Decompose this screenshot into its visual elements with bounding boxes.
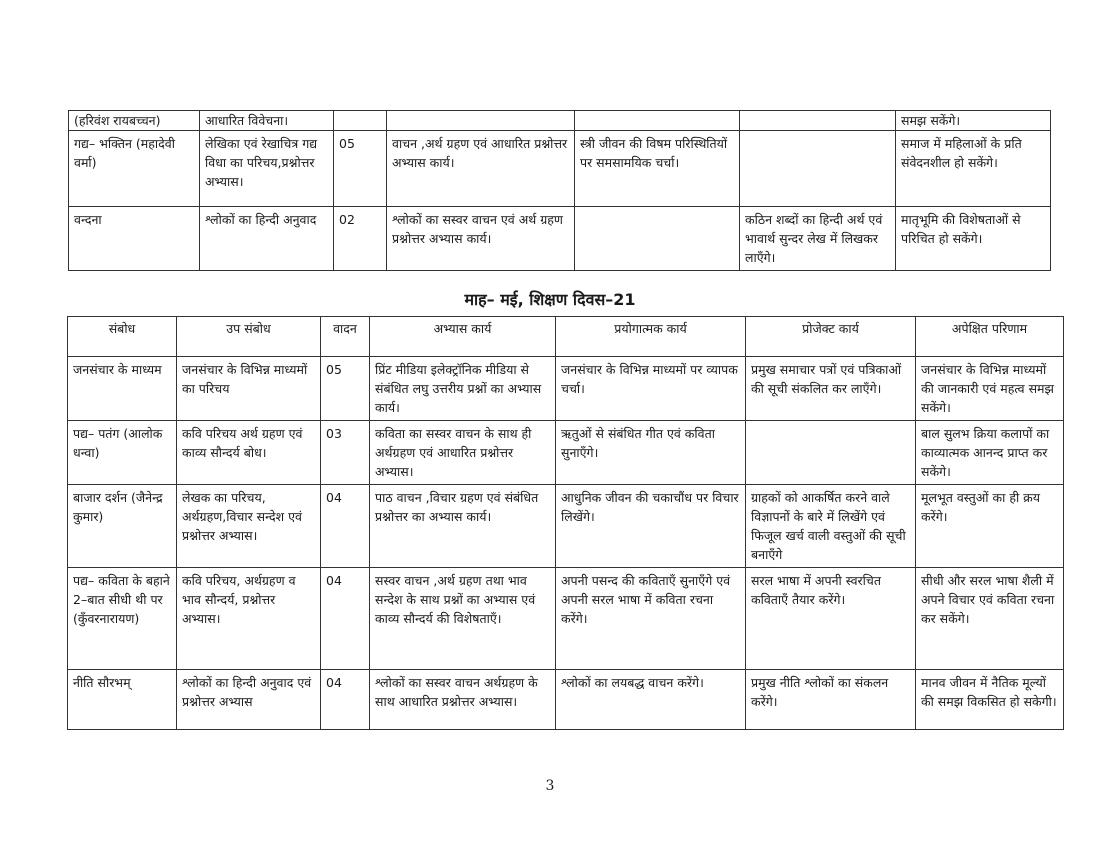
table-cell: सस्वर वाचन ,अर्थ ग्रहण तथा भाव सन्देश के साथ प्रश्नों का अभ्यास एवं काव्य सौन्दर्य की विशेषताएँ। <box>370 568 556 670</box>
table-cell: मातृभूमि की विशेषताओं से परिचित हो सकेंगे। <box>896 207 1051 271</box>
table-cell <box>740 111 896 131</box>
table-cell: जनसंचार के विभिन्न माध्यमों की जानकारी एवं महत्व समझ सकेंगे। <box>916 357 1064 421</box>
table-cell: श्लोकों का हिन्दी अनुवाद एवं प्रश्नोत्तर अभ्यास <box>177 670 321 730</box>
table-cell: पद्य– पतंग (आलोक धन्वा) <box>68 421 177 485</box>
table-cell <box>740 131 896 207</box>
table2-body <box>68 357 1064 730</box>
table-cell: वाचन ,अर्थ ग्रहण एवं आधारित प्रश्नोत्तर अभ्यास कार्य। <box>387 131 575 207</box>
column-header: प्रोजेक्ट कार्य <box>746 317 916 357</box>
table-row <box>68 421 1064 485</box>
table-row <box>68 568 1064 670</box>
table-cell: 04 <box>321 568 370 670</box>
table-cell <box>575 111 740 131</box>
table-cell: लेखक का परिचय, अर्थग्रहण,विचार सन्देश एवं प्रश्नोत्तर अभ्यास। <box>177 485 321 568</box>
table-cell <box>387 111 575 131</box>
table-cell: नीति सौरभम् <box>68 670 177 730</box>
table-cell: सीधी और सरल भाषा शैली में अपने विचार एवं कविता रचना कर सकेंगे। <box>916 568 1064 670</box>
column-header: प्रयोगात्मक कार्य <box>556 317 746 357</box>
table-cell: आधुनिक जीवन की चकाचौंध पर विचार लिखेंगे। <box>556 485 746 568</box>
table-cell: श्लोकों का सस्वर वाचन एवं अर्थ ग्रहण प्रश्नोत्तर अभ्यास कार्य। <box>387 207 575 271</box>
table1-body <box>69 111 1051 271</box>
page-number: 3 <box>545 778 555 794</box>
table-cell: पद्य– कविता के बहाने 2–बात सीधी थी पर (कुँवरनारायण) <box>68 568 177 670</box>
table-cell: जनसंचार के विभिन्न माध्यमों पर व्यापक चर्चा। <box>556 357 746 421</box>
section-title: माह– मई, शिक्षण दिवस–21 <box>464 290 636 309</box>
table-row <box>68 357 1064 421</box>
table-cell <box>746 421 916 485</box>
table-cell: कवि परिचय, अर्थग्रहण व भाव सौन्दर्य, प्रश्नोत्तर अभ्यास। <box>177 568 321 670</box>
table-cell: 04 <box>321 670 370 730</box>
table-cell: श्लोकों का हिन्दी अनुवाद <box>200 207 334 271</box>
table-cell: समाज में महिलाओं के प्रति संवेदनशील हो सकेंगे। <box>896 131 1051 207</box>
table-row <box>69 131 1051 207</box>
table-row <box>68 670 1064 730</box>
table-cell: कठिन शब्दों का हिन्दी अर्थ एवं भावार्थ सुन्दर लेख में लिखकर लाएँगे। <box>740 207 896 271</box>
table-cell: श्लोकों का सस्वर वाचन अर्थग्रहण के साथ आधारित प्रश्नोत्तर अभ्यास। <box>370 670 556 730</box>
table-row <box>69 207 1051 271</box>
table-cell: प्रमुख नीति श्लोकों का संकलन करेंगे। <box>746 670 916 730</box>
table-cell: जनसंचार के विभिन्न माध्यमों का परिचय <box>177 357 321 421</box>
table-cell: अपनी पसन्द की कविताएँ सुनाएँगे एवं अपनी सरल भाषा में कविता रचना करेंगे। <box>556 568 746 670</box>
table-cell: ऋतुओं से संबंधित गीत एवं कविता सुनाएँगे। <box>556 421 746 485</box>
table-cell: बाल सुलभ क्रिया कलापों का काव्यात्मक आनन्द प्राप्त कर सकेंगे। <box>916 421 1064 485</box>
table-cell <box>575 207 740 271</box>
table-cell: गद्य– भक्तिन (महादेवी वर्मा) <box>69 131 200 207</box>
table-cell: मानव जीवन में नैतिक मूल्यों की समझ विकसित हो सकेगी। <box>916 670 1064 730</box>
lesson-plan-table-continued <box>68 110 1051 271</box>
header-row <box>68 317 1064 357</box>
table-cell: श्लोकों का लयबद्ध वाचन करेंगे। <box>556 670 746 730</box>
table-cell: (हरिवंश रायबच्चन) <box>69 111 200 131</box>
table-cell: सरल भाषा में अपनी स्वरचित कविताएँ तैयार करेंगे। <box>746 568 916 670</box>
may-lesson-plan-table <box>67 316 1064 730</box>
table-cell: समझ सकेंगे। <box>896 111 1051 131</box>
table-cell: 02 <box>334 207 387 271</box>
column-header: अभ्यास कार्य <box>370 317 556 357</box>
table-cell: 05 <box>334 131 387 207</box>
table-cell: प्रमुख समाचार पत्रों एवं पत्रिकाओं की सूची संकलित कर लाएँगे। <box>746 357 916 421</box>
table-cell: स्त्री जीवन की विषम परिस्थितियों पर समसामयिक चर्चा। <box>575 131 740 207</box>
table-cell: बाजार दर्शन (जैनेन्द्र कुमार) <box>68 485 177 568</box>
table-cell: पाठ वाचन ,विचार ग्रहण एवं संबंधित प्रश्नोत्तर का अभ्यास कार्य। <box>370 485 556 568</box>
table-cell <box>334 111 387 131</box>
column-header: संबोध <box>68 317 177 357</box>
table-cell: कविता का सस्वर वाचन के साथ ही अर्थग्रहण एवं आधारित प्रश्नोत्तर अभ्यास। <box>370 421 556 485</box>
table-row <box>68 485 1064 568</box>
table-cell: ग्राहकों को आकर्षित करने वाले विज्ञापनों के बारे में लिखेंगे एवं फिजूल खर्च वाली वस्तुओं की सूची बनाएँगे <box>746 485 916 568</box>
table-cell: 03 <box>321 421 370 485</box>
table-cell: लेखिका एवं रेखाचित्र गद्य विधा का परिचय,प्रश्नोत्तर अभ्यास। <box>200 131 334 207</box>
column-header: उप संबोध <box>177 317 321 357</box>
table-cell: 04 <box>321 485 370 568</box>
column-header: वादन <box>321 317 370 357</box>
table-row <box>69 111 1051 131</box>
table-cell: कवि परिचय अर्थ ग्रहण एवं काव्य सौन्दर्य बोध। <box>177 421 321 485</box>
table-cell: जनसंचार के माध्यम <box>68 357 177 421</box>
table-cell: 05 <box>321 357 370 421</box>
table-cell: आधारित विवेचना। <box>200 111 334 131</box>
table-cell: वन्दना <box>69 207 200 271</box>
table-cell: मूलभूत वस्तुओं का ही क्रय करेंगे। <box>916 485 1064 568</box>
table-cell: प्रिंट मीडिया इलेक्ट्रॉनिक मीडिया से संबंधित लघु उत्तरीय प्रश्नों का अभ्यास कार्य। <box>370 357 556 421</box>
column-header: अपेक्षित परिणाम <box>916 317 1064 357</box>
